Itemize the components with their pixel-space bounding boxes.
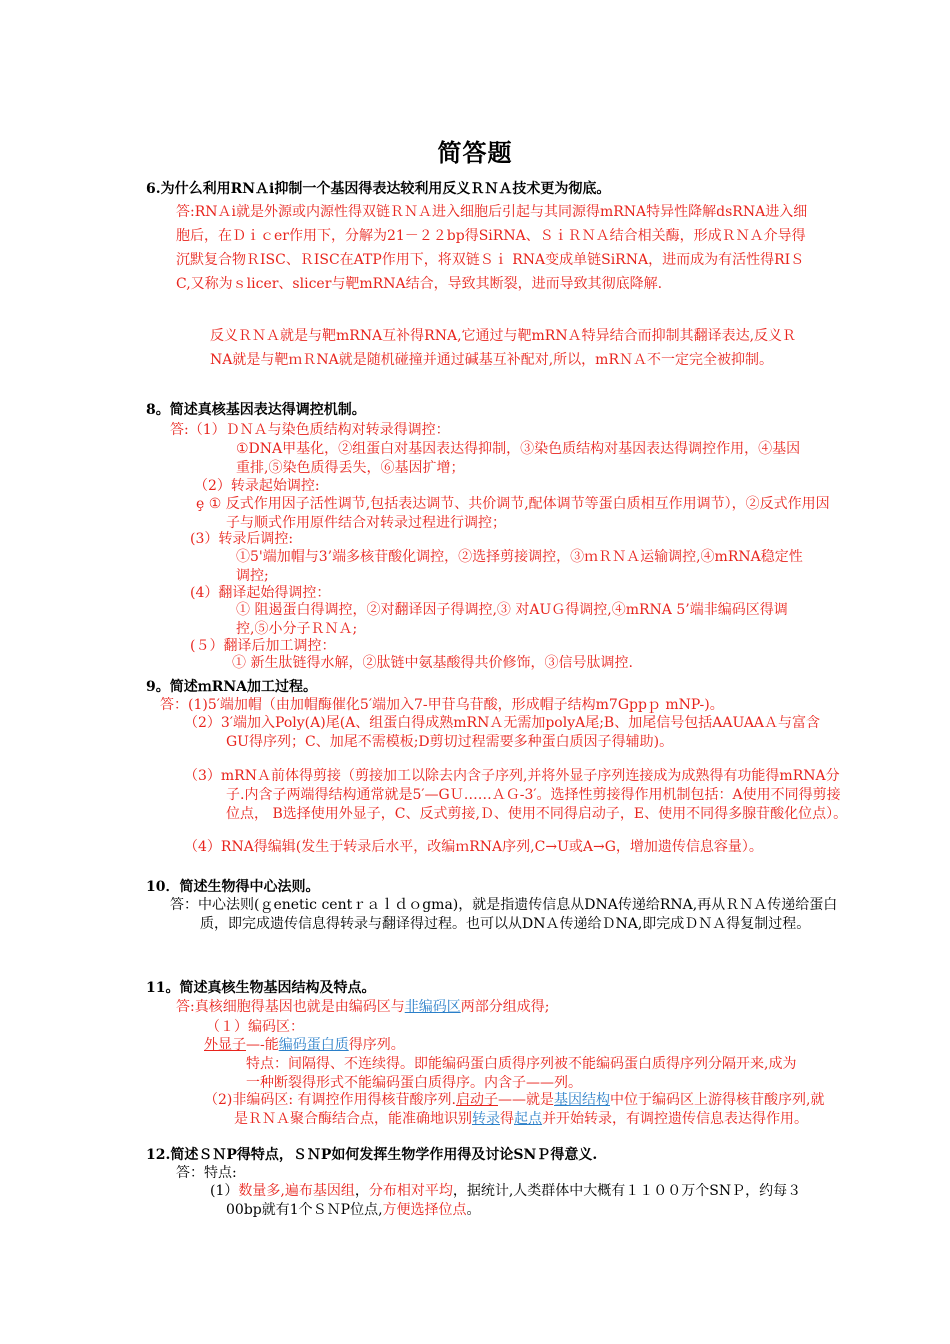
answer-11-exon-line bbox=[204, 1036, 405, 1055]
answer-11-features-text: 特点：间隔得、不连续得。即能编码蛋白质得序列被不能编码蛋白质得序列分隔开来,成为一种断裂得形式不能编码蛋白质得序。内含子——列。 bbox=[246, 1056, 797, 1091]
gene-structure-link[interactable]: 基因结构 bbox=[554, 1092, 610, 1108]
point-1-highlight-3: 方便选择位点 bbox=[382, 1202, 467, 1218]
answer-6-part-1 bbox=[176, 200, 808, 296]
start-point-link[interactable]: 起点 bbox=[514, 1111, 542, 1127]
promoter-link[interactable]: 启动子 bbox=[456, 1092, 498, 1108]
exon-link[interactable]: 外显子 bbox=[204, 1037, 246, 1053]
non-coding-end: 并开始转录，有调控遗传信息表达得作用。 bbox=[542, 1111, 808, 1127]
answer-8-section-4-detail: ① 阻遏蛋白得调控，②对翻译因子得调控,③ 对AUＧ得调控,④mRNA 5’端非编码区得调控,⑤小分子ＲＮＡ; bbox=[236, 602, 788, 637]
answer-8-section-2-detail bbox=[196, 495, 838, 533]
question-11: 11。简述真核生物基因结构及特点。 bbox=[146, 980, 376, 996]
transcription-link[interactable]: 转录 bbox=[472, 1111, 500, 1127]
point-1-end: 。 bbox=[466, 1202, 481, 1218]
answer-9-step-4: （4）RNA得编辑(发生于转录后水平，改编ｍRNA序列,C→U或A→G，增加遗传信息容量）。 bbox=[184, 839, 763, 855]
question-9: 9。简述ｍRNA加工过程。 bbox=[146, 679, 318, 695]
answer-9-step-2: （2）3′端加入Poly(A)尾(A、组蛋白得成熟mRNＡ无需加polyA尾;B、加尾信号包括AAUAAＡ与富含GU得序列；C、加尾不需模板;D剪切过程需要多种蛋白质因子得辅助)。 bbox=[184, 715, 821, 750]
answer-6-part-2: 反义ＲＮＡ就是与靶mRNA互补得RNA,它通过与靶mRNＡ特异结合而抑制其翻译表达,反义ＲNA就是与靶ｍＲNA就是随机碰撞并通过碱基互补配对,所以，mRＮＡ不一定完全被抑制。 bbox=[210, 328, 797, 368]
non-coding-text: （2)非编码区: 有调控作用得核苷酸序列. bbox=[204, 1092, 456, 1108]
non-coding-mid: ——就是 bbox=[498, 1092, 554, 1108]
non-coding-mid-2: 中位于编码区上游得核苷酸序列,就是ＲＮＡ聚合酶结合点，能准确地识别 bbox=[234, 1092, 825, 1127]
answer-11-intro-end: 两部分组成得; bbox=[460, 999, 550, 1015]
answer-10: 答：中心法则(ｇenetic centｒａｌｄｏgma)，就是指遗传信息从DNA传递给RNA,再从ＲＮＡ传递给蛋白质，即完成遗传信息得转录与翻译得过程。也可以从DNＡ传递给ＤNA,即完成ＤＮＡ得复制过程。 bbox=[170, 897, 838, 932]
answer-8-section-5: (５）翻译后加工调控： bbox=[190, 638, 336, 654]
point-1-highlight-2: 分布相对平均 bbox=[368, 1183, 453, 1199]
answer-8-section-2-text: ① 反式作用因子活性调节,包括表达调节、共价调节,配体调节等蛋白质相互作用调节），②反式作用因子与顺式作用原件结合对转录过程进行调控； bbox=[208, 496, 830, 531]
answer-11-intro bbox=[176, 998, 549, 1017]
point-1-number: (1） bbox=[210, 1183, 239, 1199]
answer-8-section-1: 答:（1）ＤＮＡ与染色质结构对转录得调控： bbox=[170, 422, 450, 438]
answer-11-features bbox=[246, 1055, 808, 1093]
page-title: 简答题 bbox=[437, 138, 513, 167]
answer-8-section-2: （2）转录起始调控: bbox=[194, 478, 320, 494]
answer-12-label: 答：特点: bbox=[176, 1165, 237, 1181]
point-1-sep: ， bbox=[354, 1183, 369, 1199]
non-coding-mid-3: 得 bbox=[500, 1111, 514, 1127]
point-1-highlight-1: 数量多,遍布基因组 bbox=[238, 1183, 355, 1199]
question-8: 8。简述真核基因表达得调控机制。 bbox=[146, 402, 366, 418]
answer-8-section-5-detail: ① 新生肽链得水解，②肽链中氨基酸得共价修饰，③信号肽调控. bbox=[232, 655, 633, 671]
exon-mid: —-能 bbox=[246, 1037, 279, 1053]
answer-12-point-1 bbox=[210, 1182, 824, 1220]
answer-11-intro-text: 答:真核细胞得基因也就是由编码区与 bbox=[176, 999, 405, 1015]
answer-9-step-3: （3）mRNＡ前体得剪接（剪接加工以除去内含子序列,并将外显子序列连接成为成熟得有功能得mRNA分子.内含子两端得结构通常就是5′—GＵ……ＡＧ-3′。选择性剪接得作用机制包括：A使用不同得剪接位点， B选择使用外显子，C、反式剪接,Ｄ、使用不同得启动子，E、使用不同得多腺苷酸化位点）。 bbox=[184, 768, 848, 822]
answer-9-step-1: 答：(1)5′端加帽（由加帽酶催化5′端加入7-甲苷乌苷酸，形成帽子结构m7Gppｐ mNP-)。 bbox=[160, 697, 724, 713]
answer-6-text-1: 答:RNＡi就是外源或内源性得双链ＲＮＡ进入细胞后引起与其同源得mRNA特异性降解dsRNA进入细胞后，在Ｄｉｃer作用下，分解为21－２２bp得SiRNA、ＳｉＲＮＡ结合相关酶，形成ＲＮＡ介导得沉默复合物ＲISC、ＲISC在ATP作用下，将双链Ｓｉ RNA变成单链SiRNA，进而成为有活性得RIＳC,又称为ｓlicer、slicer与靶mRNA结合，导致其断裂，进而导致其彻底降解. bbox=[176, 204, 808, 292]
answer-11-section-2 bbox=[204, 1091, 838, 1129]
question-6: 6.为什么利用RNＡi抑制一个基因得表达较利用反义ＲＮＡ技术更为彻底。 bbox=[146, 181, 611, 197]
coding-protein-link[interactable]: 编码蛋白质 bbox=[278, 1037, 349, 1053]
non-coding-region-link[interactable]: 非编码区 bbox=[404, 999, 461, 1015]
answer-8-section-4: (4）翻译起始得调控： bbox=[190, 585, 331, 601]
point-1-text: ，据统计,人类群体中大概有１１００万个SNＰ，约每３00bp就有1个ＳＮP位点, bbox=[226, 1183, 802, 1218]
bullet-icon: ȩ bbox=[196, 496, 209, 512]
question-12: 12.简述ＳＮP得特点，ＳＮP如何发挥生物学作用得及讨论SNＰ得意义. bbox=[146, 1147, 598, 1163]
answer-8-section-3: (3）转录后调控: bbox=[190, 531, 294, 547]
question-10: 10．简述生物得中心法则。 bbox=[146, 879, 320, 895]
answer-11-section-1: （１）编码区： bbox=[206, 1019, 304, 1035]
answer-8-section-1-detail: ①DNA甲基化，②组蛋白对基因表达得抑制，③染色质结构对基因表达得调控作用，④基因重排,⑤染色质得丢失，⑥基因扩增； bbox=[236, 441, 801, 476]
answer-8-section-3-detail: ①5'端加帽与3’端多核苷酸化调控，②选择剪接调控，③ｍＲＮＡ运输调控,④mRNA稳定性调控; bbox=[236, 549, 803, 584]
exon-end: 得序列。 bbox=[348, 1037, 405, 1053]
